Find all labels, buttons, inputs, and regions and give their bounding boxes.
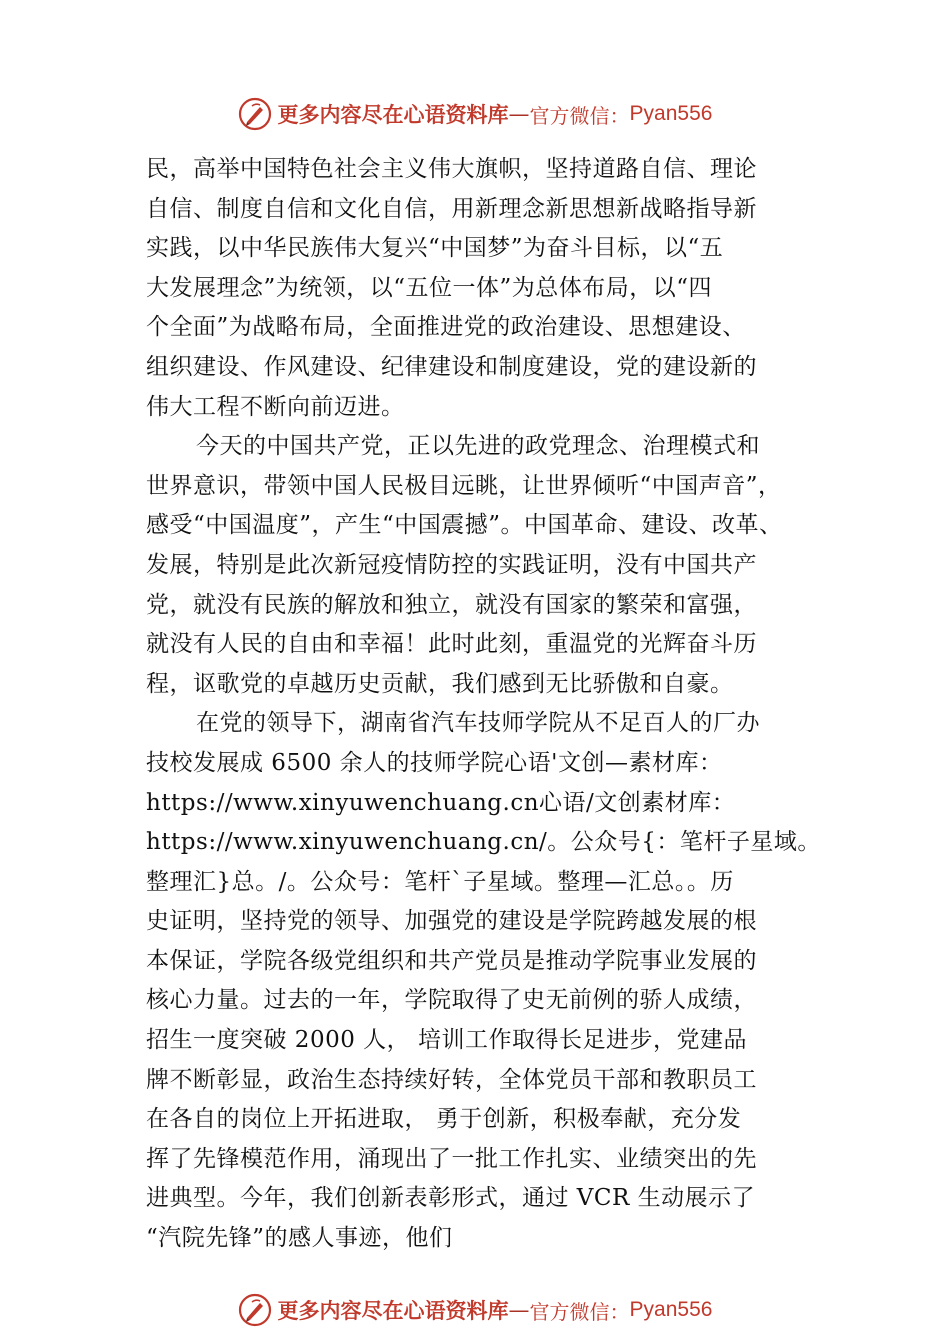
body-line: 本保证，学院各级党组织和共产党员是推动学院事业发展的 xyxy=(146,947,757,974)
header-wechat-id: Pyan556 xyxy=(629,102,713,125)
body-line: 挥了先锋模范作用，涌现出了一批工作扎实、业绩突出的先 xyxy=(146,1145,757,1172)
header-dash: — xyxy=(508,102,530,126)
footer-wechat-label: 官方微信： xyxy=(529,1299,630,1324)
body-line: 技校发展成 6500 余人的技师学院心语'文创—素材库： xyxy=(146,749,723,776)
body-line: 整理汇}总。/。公众号：笔杆`子星域。整理—汇总。。历 xyxy=(146,868,734,895)
footer-banner xyxy=(0,1288,950,1332)
body-line: 组织建设、作风建设、纪律建设和制度建设，党的建设新的 xyxy=(146,353,757,380)
url-line: https://www.xinyuwenchuang.cn心语/文创素材库： xyxy=(146,789,736,816)
header-banner xyxy=(0,92,950,136)
footer-brand-text: 更多内容尽在心语资料库 xyxy=(277,1298,509,1323)
body-line: “汽院先锋”的感人事迹，他们 xyxy=(146,1225,453,1252)
body-line: 史证明，坚持党的领导、加强党的建设是学院跨越发展的根 xyxy=(146,908,757,935)
body-line: 自信、制度自信和文化自信，用新理念新思想新战略指导新 xyxy=(146,195,757,222)
footer-wechat-id: Pyan556 xyxy=(629,1298,713,1321)
pen-logo-icon xyxy=(238,97,272,131)
paragraph-start-line: 今天的中国共产党，正以先进的政党理念、治理模式和 xyxy=(196,433,760,460)
body-line: 在各自的岗位上开拓进取， 勇于创新，积极奉献，充分发 xyxy=(146,1106,742,1133)
body-line: 党，就没有民族的解放和独立，就没有国家的繁荣和富强， xyxy=(146,591,757,618)
header-brand-text: 更多内容尽在心语资料库 xyxy=(277,102,509,127)
body-line: 发展，特别是此次新冠疫情防控的实践证明，没有中国共产 xyxy=(146,551,757,578)
body-line: 世界意识，带领中国人民极目远眺，让世界倾听“中国声音”， xyxy=(146,472,782,499)
pen-logo-icon xyxy=(238,1293,272,1327)
body-line: 个全面”为战略布局，全面推进党的政治建设、思想建设、 xyxy=(146,314,746,341)
header-wechat-label: 官方微信： xyxy=(529,103,630,128)
body-line: 进典型。今年，我们创新表彰形式，通过 VCR 生动展示了 xyxy=(146,1185,756,1212)
body-line: 大发展理念”为统领，以“五位一体”为总体布局，以“四 xyxy=(146,274,713,301)
body-line: 程，讴歌党的卓越历史贡献，我们感到无比骄傲和自豪。 xyxy=(146,670,734,697)
document-body xyxy=(146,150,846,1259)
body-line: 感受“中国温度”，产生“中国震撼”。中国革命、建设、改革、 xyxy=(146,512,783,539)
body-line: 就没有人民的自由和幸福！此时此刻，重温党的光辉奋斗历 xyxy=(146,631,757,658)
url-line: https://www.xinyuwenchuang.cn/。公众号{：笔杆子星域。 xyxy=(146,829,821,856)
body-line: 民，高举中国特色社会主义伟大旗帜，坚持道路自信、理论 xyxy=(146,156,757,182)
body-line: 牌不断彰显，政治生态持续好转，全体党员干部和教职员工 xyxy=(146,1066,757,1093)
body-line: 实践，以中华民族伟大复兴“中国梦”为奋斗目标，以“五 xyxy=(146,235,724,262)
body-line: 伟大工程不断向前迈进。 xyxy=(146,393,405,420)
footer-dash: — xyxy=(508,1298,530,1322)
paragraph-start-line: 在党的领导下，湖南省汽车技师学院从不足百人的厂办 xyxy=(196,710,760,737)
body-line: 核心力量。过去的一年，学院取得了史无前例的骄人成绩， xyxy=(146,987,757,1014)
body-line: 招生一度突破 2000 人， 培训工作取得长足进步，党建品 xyxy=(146,1027,747,1054)
